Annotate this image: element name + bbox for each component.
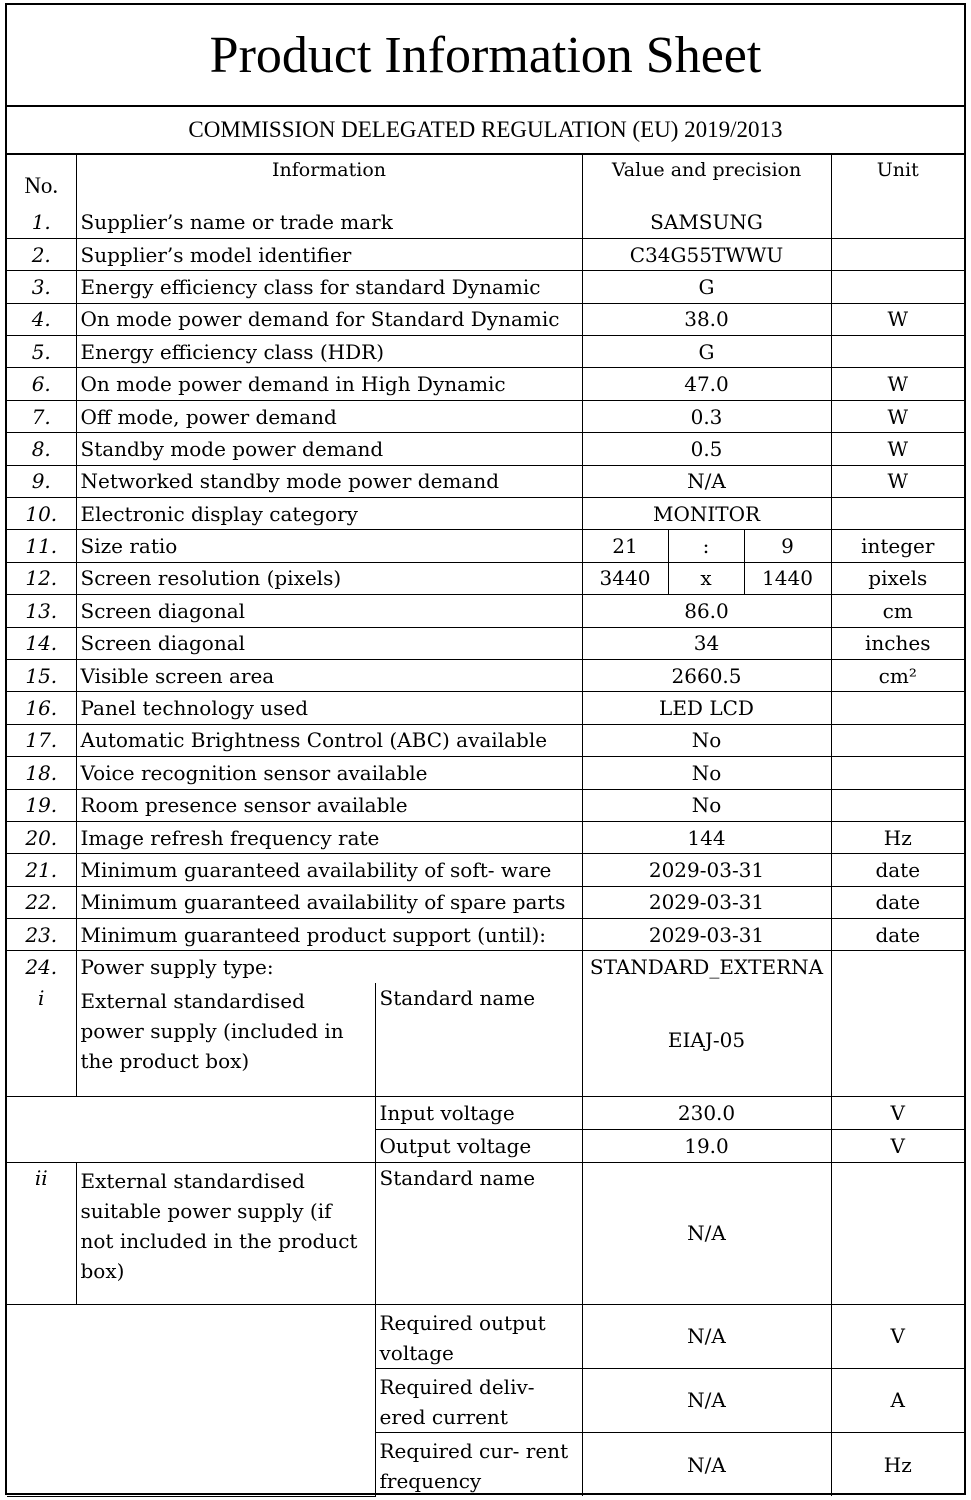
table-row bbox=[7, 659, 964, 691]
row-unit: cm² bbox=[831, 659, 964, 691]
row-unit bbox=[831, 692, 964, 724]
psu-ii-standard-name-label: Standard name bbox=[375, 1162, 582, 1304]
row-number: 6. bbox=[7, 368, 76, 400]
row-unit bbox=[831, 724, 964, 756]
psu-i-standard-name-label: Standard name bbox=[375, 983, 582, 1096]
table-row bbox=[7, 595, 964, 627]
row-value-separator: x bbox=[668, 562, 744, 594]
row-value: 34 bbox=[582, 627, 831, 659]
row-information: Standby mode power demand bbox=[76, 433, 582, 465]
row-information: On mode power demand for Standard Dynamic bbox=[76, 303, 582, 335]
psu-i-input-label: Input voltage bbox=[375, 1096, 582, 1129]
row-unit: inches bbox=[831, 627, 964, 659]
row-information: Panel technology used bbox=[76, 692, 582, 724]
row-value: 38.0 bbox=[582, 303, 831, 335]
row-number: 4. bbox=[7, 303, 76, 335]
row-unit bbox=[831, 789, 964, 821]
table-row bbox=[7, 400, 964, 432]
row-unit bbox=[831, 757, 964, 789]
row-number: 9. bbox=[7, 465, 76, 497]
psu-ii-frequency-label: Required cur- rent frequency bbox=[375, 1432, 582, 1496]
table-row bbox=[7, 303, 964, 335]
product-information-sheet bbox=[5, 3, 966, 1495]
psu-ii-blank bbox=[7, 1304, 375, 1496]
row-value: No bbox=[582, 757, 831, 789]
row-information: Room presence sensor available bbox=[76, 789, 582, 821]
table-row bbox=[7, 854, 964, 886]
psu-ii-voltage-label: Required output voltage bbox=[375, 1304, 582, 1368]
row-unit: W bbox=[831, 303, 964, 335]
psu-i-output-value: 19.0 bbox=[582, 1129, 831, 1162]
row-value: LED LCD bbox=[582, 692, 831, 724]
table-row bbox=[7, 238, 964, 270]
table-row bbox=[7, 465, 964, 497]
psu-ii-standard-name-unit bbox=[831, 1162, 964, 1304]
psu-ii-current-value: N/A bbox=[582, 1368, 831, 1432]
row-information: Size ratio bbox=[76, 530, 582, 562]
row-value-separator: : bbox=[668, 530, 744, 562]
row-unit: date bbox=[831, 854, 964, 886]
table-row bbox=[7, 757, 964, 789]
psu-i-input-row bbox=[7, 1096, 964, 1129]
psu-i-input-value: 230.0 bbox=[582, 1096, 831, 1129]
row-information: Screen diagonal bbox=[76, 627, 582, 659]
psu-ii-standard-row bbox=[7, 1162, 964, 1304]
psu-i-description: External standardised power supply (included in the product box) bbox=[76, 983, 375, 1096]
table-row bbox=[7, 821, 964, 853]
row-unit: W bbox=[831, 368, 964, 400]
table-row bbox=[7, 271, 964, 303]
row-information: Supplier’s name or trade mark bbox=[76, 206, 582, 238]
row-information: Electronic display category bbox=[76, 498, 582, 530]
row-information: On mode power demand in High Dynamic bbox=[76, 368, 582, 400]
header-value: Value and precision bbox=[582, 155, 831, 206]
psu-i-output-label: Output voltage bbox=[375, 1129, 582, 1162]
table-row bbox=[7, 562, 964, 594]
table-row bbox=[7, 692, 964, 724]
row-number: 14. bbox=[7, 627, 76, 659]
header-information: Information bbox=[76, 155, 582, 206]
row-unit bbox=[831, 336, 964, 368]
row-unit bbox=[831, 206, 964, 238]
row-information: Supplier’s model identifier bbox=[76, 238, 582, 270]
row-number: 7. bbox=[7, 400, 76, 432]
row-value: 2029-03-31 bbox=[582, 919, 831, 951]
row-number: 5. bbox=[7, 336, 76, 368]
product-info-table bbox=[7, 155, 964, 1497]
row-information: Voice recognition sensor available bbox=[76, 757, 582, 789]
table-row bbox=[7, 627, 964, 659]
row-unit: integer bbox=[831, 530, 964, 562]
table-row bbox=[7, 724, 964, 756]
row-value: 144 bbox=[582, 821, 831, 853]
table-row bbox=[7, 433, 964, 465]
row-unit: W bbox=[831, 433, 964, 465]
row-unit: Hz bbox=[831, 821, 964, 853]
row-value-part-2: 1440 bbox=[744, 562, 831, 594]
row-unit bbox=[831, 951, 964, 983]
psu-i-input-unit: V bbox=[831, 1096, 964, 1129]
row-number: 24. bbox=[7, 951, 76, 983]
header-no: No. bbox=[7, 155, 76, 206]
row-information: Minimum guaranteed availability of spare parts bbox=[76, 886, 582, 918]
regulation-subtitle: COMMISSION DELEGATED REGULATION (EU) 2019/2013 bbox=[7, 107, 964, 155]
row-value: 2029-03-31 bbox=[582, 854, 831, 886]
row-number: 2. bbox=[7, 238, 76, 270]
row-information: Energy efficiency class for standard Dynamic bbox=[76, 271, 582, 303]
row-value: 47.0 bbox=[582, 368, 831, 400]
table-row bbox=[7, 206, 964, 238]
row-value: 2029-03-31 bbox=[582, 886, 831, 918]
table-row bbox=[7, 368, 964, 400]
row-unit: W bbox=[831, 400, 964, 432]
row-unit bbox=[831, 271, 964, 303]
row-value-part-2: 9 bbox=[744, 530, 831, 562]
psu-ii-voltage-row bbox=[7, 1304, 964, 1368]
row-information: Image refresh frequency rate bbox=[76, 821, 582, 853]
row-number: 21. bbox=[7, 854, 76, 886]
row-value: 0.3 bbox=[582, 400, 831, 432]
psu-i-standard-name-unit bbox=[831, 983, 964, 1096]
row-number: 23. bbox=[7, 919, 76, 951]
psu-ii-frequency-unit: Hz bbox=[831, 1432, 964, 1496]
row-information: Screen resolution (pixels) bbox=[76, 562, 582, 594]
row-unit: date bbox=[831, 919, 964, 951]
row-number: 19. bbox=[7, 789, 76, 821]
psu-ii-current-unit: A bbox=[831, 1368, 964, 1432]
row-number: 16. bbox=[7, 692, 76, 724]
row-value: G bbox=[582, 271, 831, 303]
table-row bbox=[7, 498, 964, 530]
row-number: 17. bbox=[7, 724, 76, 756]
row-number: 12. bbox=[7, 562, 76, 594]
table-row bbox=[7, 789, 964, 821]
row-information: Off mode, power demand bbox=[76, 400, 582, 432]
row-value: C34G55TWWU bbox=[582, 238, 831, 270]
psu-ii-voltage-unit: V bbox=[831, 1304, 964, 1368]
psu-ii-number: ii bbox=[7, 1162, 76, 1304]
row-value-part-1: 3440 bbox=[582, 562, 668, 594]
row-unit: W bbox=[831, 465, 964, 497]
psu-ii-voltage-value: N/A bbox=[582, 1304, 831, 1368]
row-information: Automatic Brightness Control (ABC) available bbox=[76, 724, 582, 756]
row-information: Visible screen area bbox=[76, 659, 582, 691]
row-value-part-1: 21 bbox=[582, 530, 668, 562]
row-number: 20. bbox=[7, 821, 76, 853]
row-value: 86.0 bbox=[582, 595, 831, 627]
row-information: Minimum guaranteed product support (until): bbox=[76, 919, 582, 951]
row-unit: cm bbox=[831, 595, 964, 627]
power-supply-section bbox=[7, 983, 964, 1496]
row-number: 11. bbox=[7, 530, 76, 562]
row-value: G bbox=[582, 336, 831, 368]
row-number: 22. bbox=[7, 886, 76, 918]
row-value: STANDARD_EXTERNA bbox=[582, 951, 831, 983]
psu-i-blank bbox=[7, 1096, 375, 1162]
table-body bbox=[7, 206, 964, 983]
row-number: 18. bbox=[7, 757, 76, 789]
row-value: N/A bbox=[582, 465, 831, 497]
psu-ii-description: External standardised suitable power supply (if not included in the product box) bbox=[76, 1162, 375, 1304]
psu-i-standard-row bbox=[7, 983, 964, 1096]
row-number: 15. bbox=[7, 659, 76, 691]
psu-ii-standard-name-value: N/A bbox=[582, 1162, 831, 1304]
row-information: Screen diagonal bbox=[76, 595, 582, 627]
row-information: Energy efficiency class (HDR) bbox=[76, 336, 582, 368]
row-unit: pixels bbox=[831, 562, 964, 594]
row-unit bbox=[831, 238, 964, 270]
row-number: 1. bbox=[7, 206, 76, 238]
table-row bbox=[7, 951, 964, 983]
row-number: 10. bbox=[7, 498, 76, 530]
table-header-row bbox=[7, 155, 964, 206]
header-unit: Unit bbox=[831, 155, 964, 206]
row-value: 0.5 bbox=[582, 433, 831, 465]
psu-ii-current-label: Required deliv- ered current bbox=[375, 1368, 582, 1432]
page-title: Product Information Sheet bbox=[7, 5, 964, 107]
row-information: Minimum guaranteed availability of soft- ware bbox=[76, 854, 582, 886]
psu-i-number: i bbox=[7, 983, 76, 1096]
row-information: Power supply type: bbox=[76, 951, 582, 983]
psu-i-standard-name-value: EIAJ-05 bbox=[582, 983, 831, 1096]
row-value: SAMSUNG bbox=[582, 206, 831, 238]
table-row bbox=[7, 336, 964, 368]
psu-i-output-unit: V bbox=[831, 1129, 964, 1162]
table-row bbox=[7, 886, 964, 918]
row-number: 8. bbox=[7, 433, 76, 465]
table-row bbox=[7, 530, 964, 562]
row-value: No bbox=[582, 789, 831, 821]
row-number: 13. bbox=[7, 595, 76, 627]
table-row bbox=[7, 919, 964, 951]
psu-ii-frequency-value: N/A bbox=[582, 1432, 831, 1496]
row-unit: date bbox=[831, 886, 964, 918]
row-value: No bbox=[582, 724, 831, 756]
row-value: MONITOR bbox=[582, 498, 831, 530]
row-value: 2660.5 bbox=[582, 659, 831, 691]
row-information: Networked standby mode power demand bbox=[76, 465, 582, 497]
row-number: 3. bbox=[7, 271, 76, 303]
row-unit bbox=[831, 498, 964, 530]
